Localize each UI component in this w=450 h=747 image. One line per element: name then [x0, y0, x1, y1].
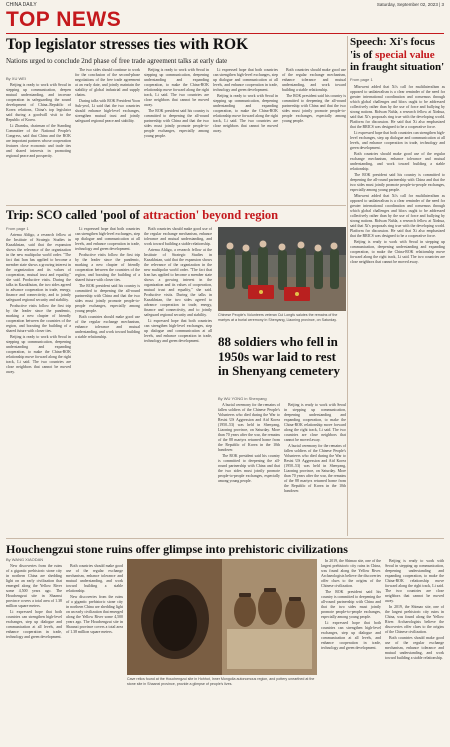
site-paragraph: In 2019, the Shimao site, one of the largest prehistoric city ruins in China, was found along the Yellow River. Archaeologists believe the discoveries offer clues to the origins of the Chinese civilization. — [385, 605, 444, 634]
lead-paragraph: Beijing is ready to work with Seoul in stepping up communication, deepening understanding and expanding cooperation, to make the China-ROK relationship move forward along the right track, Li said. The two countries are close neighbors that cannot be moved away. — [144, 68, 209, 107]
trip-headline-highlight: attraction' beyond region — [142, 208, 279, 222]
trip-paragraph: Beijing is ready to work with Seoul in stepping up communication, deepening understanding and expanding cooperation, to make the China-ROK relationship move forward along the right track, Li said. The two countries are close neighbors that cannot be moved away. — [6, 335, 71, 374]
memorial-paragraph: A burial ceremony for the remains of fallen soldiers of the Chinese People's Volunteers who died during the War to Resist US Aggression and Aid Korea (1950–53) was held in Shenyang, Liaoning province, on Saturday. More than 70 years after the war, the remains of the 88 martyrs returned home from the Republic of Korea in the 10th handover. — [284, 444, 346, 493]
lead-paragraph: Li Zhanshu, chairman of the Standing Committee of the National People's Congress, said that China and the ROK are important partners whose cooperation features close economic and trade ties and shared interests in promoting regional peace and prosperity. — [6, 124, 71, 158]
sidebar-paragraph: Beijing is ready to work with Seoul in stepping up communication, deepening understanding and expanding cooperation, to make the China-ROK relationship move forward along the right track, Li said. The two countries are close neighbors that cannot be moved away. — [350, 239, 445, 264]
site-caption: Cave relics found at the Houchengzui site in Hohhot, Inner Mongolia autonomous region, and pottery unearthed at the stone site in Shaanxi province, provide a glimpse of people's lives. — [127, 677, 315, 686]
sidebar-headline — [350, 36, 445, 74]
sidebar-paragraph: Mboweni added that Xi's call for multilateralism as opposed to unilateralism is a clear reminder of the need for greater international coordination and consensus through which global challenges and blocs ought to be addressed collectively rather than by the use of force and bullying by strong nations. Ridwan Nahla, a research fellow at Xinhua, said that Xi's proposals ring true with the developing world. Platform for discussion. He said that Xi also emphasized that the BRICS was designed to be a cooperative force. — [350, 193, 445, 238]
trip-paragraph: Artema Aldigo, a research fellow at the Institute of Strategic Studies in Kazakhstan, said that the expansion shows the relevance of the organization in the new multipolar world order. "The fact that Iran has applied to become a member state shows a growing interest in the organization and its values of cooperation, mutual trust and equality," she said. Productive visits. During the talks in Kazakhstan, the two sides agreed to advance cooperation in trade, energy, finance and connectivity, and to jointly safeguard regional security and stability. — [6, 233, 71, 302]
sidebar-headline-part: Speech: Xi's focus 'is of — [350, 36, 435, 61]
site-column-2 — [66, 564, 123, 742]
memorial-headline: 88 soldiers who fell in 1950s war laid to rest in Shenyang cemetery — [218, 334, 341, 378]
trip-column-2 — [75, 227, 140, 533]
site-paragraph: The ROK president said his country is committed to deepening the all-round partnership with China and that the two sides must jointly promote people-to-people exchanges, especially among young people. — [321, 590, 381, 619]
section-title: TOP NEWS — [6, 8, 122, 31]
sidebar-paragraph: Li expressed hope that both countries can strengthen high-level exchanges, step up dialogue and communication at all levels, and enhance cooperation in trade, technology and green development. — [350, 130, 445, 150]
site-paragraph: New discoveries from the ruins of a gigantic prehistoric stone city in northern China are shedding light on an early civilization that emerged along the Yellow River some 4,500 years ago. The Houchengzui site in Shaanxi province covers a total area of 1.38 million square meters. — [66, 595, 123, 634]
lead-headline: Top legislator stresses ties with ROK — [6, 36, 249, 53]
trip-column-3 — [144, 227, 212, 533]
trip-paragraph: The ROK president said his country is committed to deepening the all-round partnership with China and that the two sides must jointly promote people-to-people exchanges, especially among young people. — [75, 284, 140, 313]
sidebar-paragraph: The ROK president said his country is committed to deepening the all-round partnership with China and that the two sides must jointly promote people-to-people exchanges, especially among young people. — [350, 172, 445, 192]
trip-paragraph: Li expressed hope that both countries can strengthen high-level exchanges, step up dialogue and communication at all levels, and enhance cooperation in trade, technology and green development. — [75, 227, 140, 251]
lead-paragraph: Both countries should make good use of the regular exchange mechanism, enhance tolerance and mutual understanding, and work toward building a stable relationship. — [282, 68, 346, 92]
site-paragraph: Li expressed hope that both countries can strengthen high-level exchanges, step up dialogue and communication at all levels, and enhance cooperation in trade, technology and green development. — [6, 610, 62, 639]
newspaper-logo: CHINA DAILY — [6, 2, 37, 8]
site-byline: By WANG XIAODAN — [6, 557, 44, 562]
site-paragraph: Beijing is ready to work with Seoul in stepping up communication, deepening understanding and expanding cooperation, to make the China-ROK relationship move forward along the right track, Li said. The two countries are close neighbors that cannot be moved away. — [385, 559, 444, 603]
memorial-paragraph: Beijing is ready to work with Seoul in stepping up communication, deepening understanding and expanding cooperation, to make the China-ROK relationship move forward along the right track, Li said. The two countries are close neighbors that cannot be moved away. — [284, 403, 346, 442]
lead-deck: Nations urged to conclude 2nd phase of free trade agreement talks at early date — [6, 57, 228, 65]
trip-paragraph: Productive visits follow the first trip by the leader since the pandemic, marking a new chapter of friendly cooperation between the countries of the region, and boosting the building of a shared future with closer ties. — [6, 304, 71, 333]
trip-ref: From page 1 — [6, 226, 29, 231]
site-paragraph: In 2019, the Shimao site, one of the largest prehistoric city ruins in China, was found along the Yellow River. Archaeologists believe the discoveries offer clues to the origins of the Chinese civilization. — [321, 559, 381, 588]
trip-paragraph: Productive visits follow the first trip by the leader since the pandemic, marking a new chapter of friendly cooperation between the countries of the region, and boosting the building of a shared future with closer ties. — [75, 253, 140, 282]
memorial-column-2 — [284, 403, 346, 533]
lead-column-1 — [6, 83, 71, 201]
page-header — [0, 0, 450, 34]
lead-paragraph: During talks with ROK President Yoon Suk-yeol, Li said that the two countries should enhance high-level exchanges, strengthen mutual trust and jointly safeguard regional peace and stability. — [75, 99, 140, 123]
site-column-1 — [6, 564, 62, 742]
site-column-4 — [385, 559, 444, 742]
lead-paragraph: The two sides should continue to work for the conclusion of the second-phase negotiations of the free trade agreement at an early date, and jointly maintain the stability of global industrial and supply chains. — [75, 68, 140, 97]
site-headline: Houchengzui stone ruins offer glimpse into prehistoric civilizations — [6, 542, 348, 556]
sidebar-headline-part: in fraught situation' — [350, 61, 445, 73]
lead-paragraph: Beijing is ready to work with Seoul in stepping up communication, deepen mutual understanding, and increase cooperation in safeguarding the sound development of China–Republic of Korea relations, China's top legislator said during a goodwill visit to the Republic of Korea. — [6, 83, 71, 122]
sidebar-story — [350, 36, 445, 525]
sidebar-paragraph: Both countries should make good use of the regular exchange mechanism, enhance tolerance and mutual understanding, and work toward building a stable relationship. — [350, 151, 445, 171]
ceremony-photo — [218, 227, 346, 311]
memorial-paragraph: A burial ceremony for the remains of fallen soldiers of the Chinese People's Volunteers who died during the War to Resist US Aggression and Aid Korea (1950–53) was held in Shenyang, Liaoning province, on Saturday. More than 70 years after the war, the remains of the 88 martyrs returned home from the Republic of Korea in the 10th handover. — [218, 403, 280, 452]
trip-paragraph: Li expressed hope that both countries can strengthen high-level exchanges, step up dialogue and communication at all levels, and enhance cooperation in trade, technology and green development. — [144, 319, 212, 343]
lead-column-5 — [282, 68, 346, 201]
lead-paragraph: Beijing is ready to work with Seoul in stepping up communication, deepening understanding and expanding cooperation, to make the China-ROK relationship move forward along the right track, Li said. The two countries are close neighbors that cannot be moved away. — [213, 94, 278, 133]
lead-paragraph: The ROK president said his country is committed to deepening the all-round partnership with China and that the two sides must jointly promote people-to-people exchanges, especially among young people. — [144, 109, 209, 138]
lead-column-4 — [213, 68, 278, 201]
lead-paragraph: The ROK president said his country is committed to deepening the all-round partnership with China and that the two sides must jointly promote people-to-people exchanges, especially among young people. — [282, 94, 346, 123]
trip-headline — [6, 208, 346, 222]
site-paragraph: Both countries should make good use of the regular exchange mechanism, enhance tolerance and mutual understanding, and work toward building a stable relationship. — [66, 564, 123, 593]
memorial-byline: By WU YONG in Shenyang — [218, 396, 267, 401]
site-column-3 — [321, 559, 381, 742]
lead-column-2 — [75, 68, 140, 201]
site-paragraph: Both countries should make good use of the regular exchange mechanism, enhance tolerance and mutual understanding, and work toward building a stable relationship. — [385, 636, 444, 660]
trip-paragraph: Both countries should make good use of the regular exchange mechanism, enhance tolerance and mutual understanding, and work toward building a stable relationship. — [144, 227, 212, 246]
trip-column-1 — [6, 233, 71, 533]
sidebar-headline-highlight: special value — [375, 48, 435, 61]
sidebar-ref: From page 1 — [350, 76, 373, 82]
lead-column-3 — [144, 68, 209, 201]
memorial-column-1 — [218, 403, 280, 533]
memorial-paragraph: The ROK president said his country is committed to deepening the all-round partnership with China and that the two sides must jointly promote people-to-people exchanges, especially among young people. — [218, 454, 280, 483]
section-rule — [6, 538, 444, 539]
ceremony-caption: Chinese People's Volunteers veteran Cui Longfu salutes the remains of the martyrs at a burial ceremony in Shenyang, Liaoning province, on Saturday. — [218, 313, 338, 322]
lead-paragraph: Li expressed hope that both countries can strengthen high-level exchanges, step up dialogue and communication at all levels, and enhance cooperation in trade, technology and green development. — [213, 68, 278, 92]
site-photo — [127, 559, 317, 675]
header-rule — [6, 33, 444, 34]
trip-paragraph: Both countries should make good use of the regular exchange mechanism, enhance tolerance and mutual understanding, and work toward building a stable relationship. — [75, 315, 140, 339]
site-paragraph: Li expressed hope that both countries can strengthen high-level exchanges, step up dialogue and communication at all levels, and enhance cooperation in trade, technology and green development. — [321, 621, 381, 650]
sidebar-body — [350, 85, 445, 525]
section-rule — [6, 205, 346, 206]
issue-date: Saturday, September 02, 2023 | 3 — [376, 2, 444, 7]
trip-paragraph: Artema Aldigo, a research fellow at the Institute of Strategic Studies in Kazakhstan, said that the expansion shows the relevance of the organization in the new multipolar world order. "The fact that Iran has applied to become a member state shows a growing interest in the organization and its values of cooperation, mutual trust and equality," she said. Productive visits. During the talks in Kazakhstan, the two sides agreed to advance cooperation in trade, energy, finance and connectivity, and to jointly safeguard regional security and stability. — [144, 248, 212, 317]
lead-byline: By XU WEI — [6, 76, 27, 81]
trip-headline-part: Trip: SCO called 'pool of — [6, 208, 140, 222]
site-paragraph: New discoveries from the ruins of a gigantic prehistoric stone city in northern China are shedding light on an early civilization that emerged along the Yellow River some 4,500 years ago. The Houchengzui site in Shaanxi province covers a total area of 1.38 million square meters. — [6, 564, 62, 608]
sidebar-paragraph: Mboweni added that Xi's call for multilateralism as opposed to unilateralism is a clear reminder of the need for greater international coordination and consensus through which global challenges and blocs ought to be addressed collectively rather than by the use of force and bullying by strong nations. Ridwan Nahla, a research fellow at Xinhua, said that Xi's proposals ring true with the developing world. Platform for discussion. He said that Xi also emphasized that the BRICS was designed to be a cooperative force. — [350, 84, 445, 129]
sidebar-divider — [347, 36, 348, 536]
